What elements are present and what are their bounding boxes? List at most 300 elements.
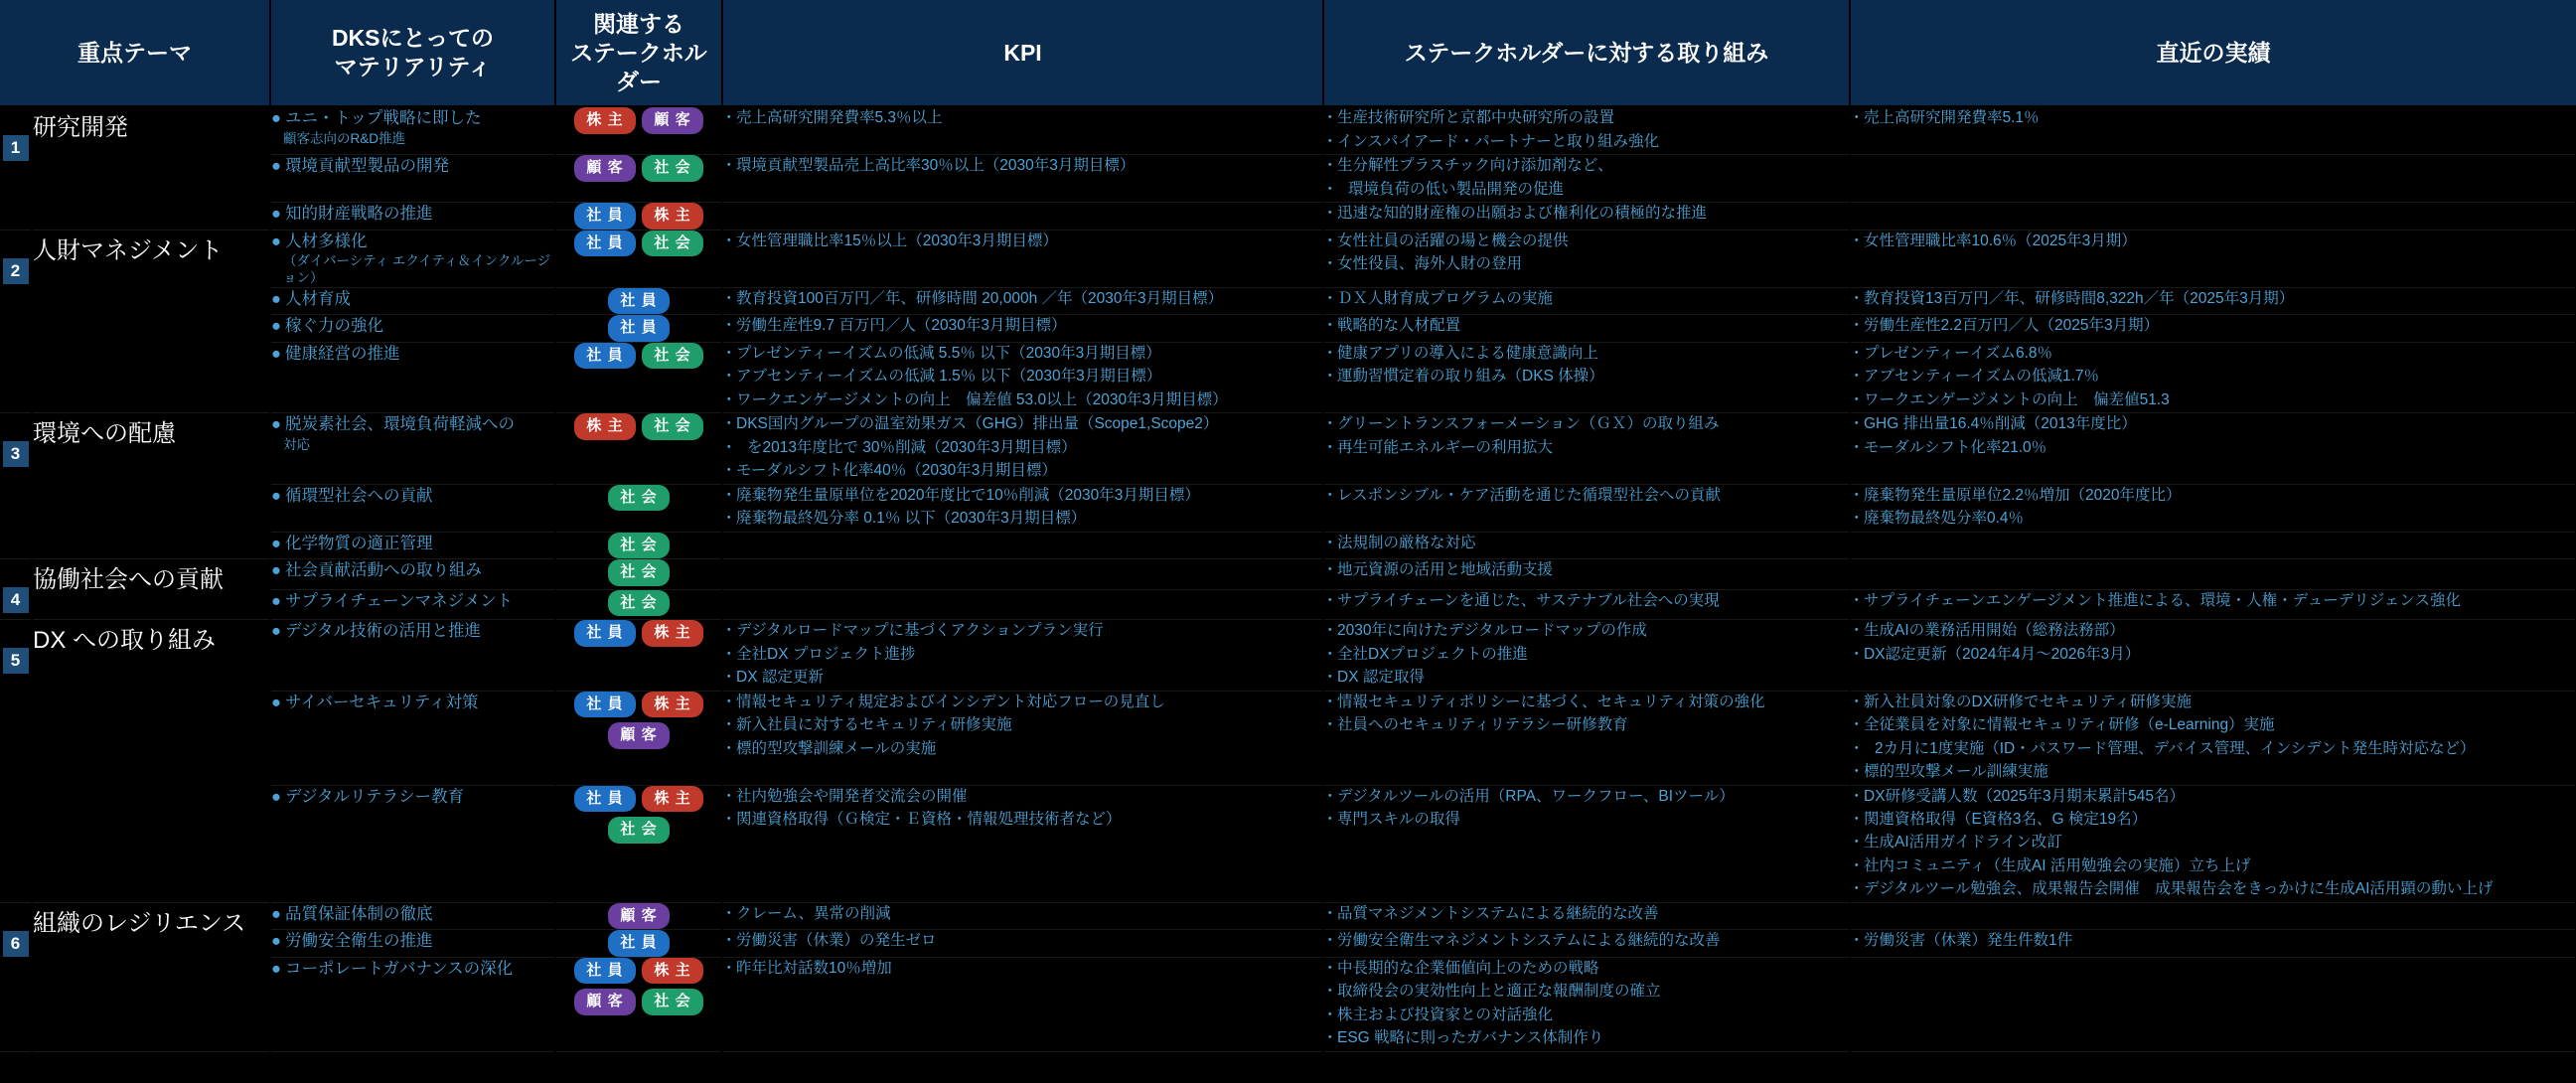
materiality-sub: 対応 (283, 436, 310, 452)
results-cell (1850, 484, 2576, 532)
table-row (0, 902, 2576, 930)
header-stakeholder (555, 0, 722, 106)
header-results: 直近の実績 (1850, 0, 2576, 106)
stakeholder-chip-society: 社 会 (642, 989, 703, 1015)
kpi-item: ・ 環境貢献型製品売上高比率30％以上（2030年3月期目標） (723, 155, 1322, 177)
kpi-cell (722, 413, 1323, 484)
kpi-cell (722, 559, 1323, 590)
results-cell (1850, 559, 2576, 590)
stakeholder-chips (556, 533, 721, 559)
effort-item: ・ サプライチェーンを通じた、サステナブル社会への実現 (1324, 590, 1849, 612)
stakeholder-cell (555, 287, 722, 315)
materiality-cell (270, 230, 555, 287)
efforts-cell (1323, 315, 1850, 343)
stakeholder-cell (555, 106, 722, 154)
kpi-list (723, 620, 1322, 689)
kpi-item: ・ モーダルシフト化率40％（2030年3月期目標） (723, 460, 1322, 482)
result-list (1851, 107, 2575, 129)
result-item: ・ 教育投資13百万円／年、研修時間8,322h／年（2025年3月期） (1851, 288, 2575, 310)
stakeholder-chip-employee: 社 員 (574, 692, 636, 718)
stakeholder-chip-society: 社 会 (608, 485, 670, 512)
effort-item: ・ デジタルツールの活用（RPA、ワークフロー、BIツール） (1324, 786, 1849, 808)
kpi-cell (722, 589, 1323, 620)
result-item: ・ プレゼンティーイズム6.8％ (1851, 343, 2575, 365)
result-item: ・ 労働生産性2.2百万円／人（2025年3月期） (1851, 315, 2575, 337)
kpi-cell (722, 287, 1323, 315)
efforts-cell (1323, 691, 1850, 785)
kpi-list (723, 231, 1322, 252)
effort-item: ・ レスポンシブル・ケア活動を通じた循環型社会への貢献 (1324, 485, 1849, 507)
bullet-icon: ● (271, 486, 281, 505)
kpi-list (723, 155, 1322, 177)
materiality-label: 品質保証体制の徹底 (284, 904, 433, 923)
theme-name: DX への取り組み (33, 627, 217, 655)
effort-item: ・ 情報セキュリティポリシーに基づく、セキュリティ対策の強化 (1324, 692, 1849, 713)
effort-list (1324, 315, 1849, 337)
materiality-label: ユニ・トップ戦略に即した (284, 109, 482, 128)
results-cell (1850, 315, 2576, 343)
kpi-list (723, 413, 1322, 482)
bullet-icon: ● (271, 622, 281, 641)
stakeholder-chips (556, 903, 721, 930)
result-list (1851, 786, 2575, 901)
stakeholder-cell (555, 203, 722, 231)
result-item: ・ サプライチェーンエンゲージメント推進による、環境・人権・デューデリジェンス強化 (1851, 590, 2575, 612)
table-row (0, 484, 2576, 532)
kpi-item: ・ 廃棄物最終処分率 0.1％ 以下（2030年3月期目標） (723, 508, 1322, 530)
materiality-cell (270, 620, 555, 691)
materiality-label: 知的財産戦略の推進 (284, 205, 433, 224)
materiality-cell (270, 106, 555, 154)
theme-name-cell (32, 413, 270, 559)
effort-item: ・ 生分解性プラスチック向け添加剤など、 (1324, 155, 1849, 177)
kpi-cell (722, 106, 1323, 154)
kpi-list (723, 930, 1322, 952)
stakeholder-chips (556, 692, 721, 749)
table-row (0, 106, 2576, 154)
kpi-cell (722, 342, 1323, 412)
kpi-item: ・ DX 認定更新 (723, 667, 1322, 689)
table-row (0, 559, 2576, 590)
effort-list (1324, 155, 1849, 201)
theme-number-badge: 4 (3, 587, 29, 613)
stakeholder-chip-society: 社 会 (608, 533, 670, 559)
efforts-cell (1323, 559, 1850, 590)
stakeholder-chip-shareholder: 株 主 (574, 107, 636, 134)
kpi-item: ・ 関連資格取得（Ｇ検定・Ｅ資格・情報処理技術者など） (723, 809, 1322, 831)
stakeholder-chip-employee: 社 員 (574, 203, 636, 230)
results-cell (1850, 902, 2576, 930)
effort-list (1324, 413, 1849, 459)
materiality-cell (270, 532, 555, 559)
effort-list (1324, 343, 1849, 388)
result-item: ・ 社内コミュニティ（生成AI 活用勉強会の実施）立ち上げ (1851, 855, 2575, 877)
results-cell (1850, 532, 2576, 559)
results-cell (1850, 785, 2576, 902)
kpi-list (723, 288, 1322, 310)
stakeholder-chip-employee: 社 員 (574, 958, 636, 985)
efforts-cell (1323, 785, 1850, 902)
materiality-label: 人材育成 (284, 289, 351, 308)
effort-list (1324, 288, 1849, 310)
theme-name-cell (32, 902, 270, 1051)
results-cell (1850, 620, 2576, 691)
stakeholder-chip-customer: 顧 客 (574, 155, 636, 182)
results-cell (1850, 287, 2576, 315)
effort-list (1324, 903, 1849, 925)
stakeholder-cell (555, 484, 722, 532)
effort-item: ・ 再生可能エネルギーの利用拡大 (1324, 437, 1849, 459)
kpi-item: ・ 労働生産性9.7 百万円／人（2030年3月期目標） (723, 315, 1322, 337)
materiality-label: 稼ぐ力の強化 (284, 317, 383, 336)
results-cell (1850, 342, 2576, 412)
table-header (0, 0, 2576, 106)
efforts-cell (1323, 342, 1850, 412)
materiality-cell (270, 342, 555, 412)
kpi-item: ・ 昨年比対話数10％増加 (723, 958, 1322, 980)
stakeholder-chips (556, 315, 721, 342)
result-list (1851, 288, 2575, 310)
stakeholder-cell (555, 620, 722, 691)
kpi-item: ・ を2013年度比で 30％削減（2030年3月期目標） (723, 437, 1322, 459)
materiality-label: サプライチェーンマネジメント (284, 591, 514, 610)
effort-item: ・ 全社DXプロジェクトの推進 (1324, 644, 1849, 666)
effort-item: ・ 専門スキルの取得 (1324, 809, 1849, 831)
header-stakeholder-line1: 関連する (593, 11, 684, 37)
bullet-icon: ● (271, 787, 281, 806)
efforts-cell (1323, 203, 1850, 231)
theme-number-cell (0, 559, 32, 620)
materiality-label: 循環型社会への貢献 (284, 486, 433, 505)
effort-item: ・ 健康アプリの導入による健康意識向上 (1324, 343, 1849, 365)
effort-item: ・ 女性社員の活躍の場と機会の提供 (1324, 231, 1849, 252)
materiality-cell (270, 691, 555, 785)
bullet-icon: ● (271, 959, 281, 978)
effort-item: ・ 中長期的な企業価値向上のための戦略 (1324, 958, 1849, 980)
table-row (0, 532, 2576, 559)
result-item: ・ GHG 排出量16.4％削減（2013年度比） (1851, 413, 2575, 435)
efforts-cell (1323, 930, 1850, 958)
result-list (1851, 930, 2575, 952)
materiality-label: デジタル技術の活用と推進 (284, 622, 481, 641)
effort-list (1324, 107, 1849, 153)
kpi-item: ・ プレゼンティーイズムの低減 5.5％ 以下（2030年3月期目標） (723, 343, 1322, 365)
kpi-cell (722, 957, 1323, 1051)
kpi-item: ・ 標的型攻撃訓練メールの実施 (723, 738, 1322, 760)
kpi-list (723, 903, 1322, 925)
kpi-cell (722, 315, 1323, 343)
materiality-cell (270, 589, 555, 620)
stakeholder-chip-employee: 社 員 (608, 930, 670, 957)
results-cell (1850, 413, 2576, 484)
stakeholder-chip-shareholder: 株 主 (642, 203, 703, 230)
bullet-icon: ● (271, 289, 281, 308)
effort-item: ・ 品質マネジメントシステムによる継続的な改善 (1324, 903, 1849, 925)
table-row (0, 930, 2576, 958)
effort-item: ・ 生産技術研究所と京都中央研究所の設置 (1324, 107, 1849, 129)
bullet-icon: ● (271, 904, 281, 923)
bullet-icon: ● (271, 415, 281, 434)
kpi-cell (722, 230, 1323, 287)
stakeholder-chip-society: 社 会 (642, 155, 703, 182)
effort-list (1324, 958, 1849, 1050)
kpi-item: ・ 社内勉強会や開発者交流会の開催 (723, 786, 1322, 808)
efforts-cell (1323, 957, 1850, 1051)
materiality-cell (270, 287, 555, 315)
kpi-cell (722, 484, 1323, 532)
bullet-icon: ● (271, 591, 281, 610)
materiality-label: デジタルリテラシー教育 (284, 787, 465, 806)
stakeholder-chip-society: 社 会 (642, 231, 703, 257)
theme-name: 研究開発 (33, 114, 128, 142)
kpi-list (723, 485, 1322, 531)
stakeholder-chip-employee: 社 員 (574, 231, 636, 257)
result-item: ・ 労働災害（休業）発生件数1件 (1851, 930, 2575, 952)
result-list (1851, 692, 2575, 784)
bullet-icon: ● (271, 561, 281, 580)
effort-list (1324, 692, 1849, 737)
materiality-label: 化学物質の適正管理 (284, 534, 433, 552)
theme-name: 協働社会への貢献 (33, 566, 224, 594)
stakeholder-chip-shareholder: 株 主 (642, 692, 703, 718)
stakeholder-chip-employee: 社 員 (574, 620, 636, 647)
stakeholder-chips (556, 559, 721, 586)
stakeholder-chips (556, 590, 721, 617)
stakeholder-chip-society: 社 会 (608, 590, 670, 617)
stakeholder-chip-shareholder: 株 主 (642, 620, 703, 647)
materiality-cell (270, 930, 555, 958)
theme-name-cell (32, 230, 270, 413)
materiality-label: 社会貢献活動への取り組み (284, 561, 482, 580)
table-row (0, 155, 2576, 203)
result-item: ・ DX研修受講人数（2025年3月期末累計545名） (1851, 786, 2575, 808)
kpi-cell (722, 203, 1323, 231)
stakeholder-chip-employee: 社 員 (574, 343, 636, 370)
materiality-label: コーポレートガバナンスの深化 (284, 959, 514, 978)
effort-item: ・ 運動習慣定着の取り組み（DKS 体操） (1324, 366, 1849, 387)
result-item: ・ 女性管理職比率10.6％（2025年3月期） (1851, 231, 2575, 252)
result-item: ・ 新入社員対象のDX研修でセキュリティ研修実施 (1851, 692, 2575, 713)
efforts-cell (1323, 532, 1850, 559)
materiality-label: 労働安全衛生の推進 (284, 932, 433, 951)
theme-number-cell (0, 902, 32, 1051)
stakeholder-chips (556, 620, 721, 647)
results-cell (1850, 691, 2576, 785)
stakeholder-chips (556, 485, 721, 512)
materiality-cell (270, 315, 555, 343)
result-list (1851, 590, 2575, 612)
materiality-label: サイバーセキュリティ対策 (284, 693, 479, 711)
result-item: ・ 生成AIの業務活用開始（総務法務部） (1851, 620, 2575, 642)
effort-list (1324, 203, 1849, 225)
stakeholder-chip-shareholder: 株 主 (642, 786, 703, 813)
theme-number-badge: 1 (3, 135, 29, 161)
effort-item: ・ ESG 戦略に則ったガバナンス体制作り (1324, 1027, 1849, 1049)
kpi-cell (722, 902, 1323, 930)
kpi-cell (722, 691, 1323, 785)
stakeholder-cell (555, 902, 722, 930)
stakeholder-chip-shareholder: 株 主 (574, 413, 636, 440)
table-row (0, 957, 2576, 1051)
materiality-cell (270, 957, 555, 1051)
result-list (1851, 620, 2575, 666)
materiality-cell (270, 413, 555, 484)
table-row (0, 620, 2576, 691)
result-item: ・ 生成AI活用ガイドライン改訂 (1851, 832, 2575, 853)
stakeholder-cell (555, 930, 722, 958)
header-materiality-line1: DKSにとっての (331, 25, 495, 52)
effort-item: ・ グリーントランスフォーメーション（ＧＸ）の取り組み (1324, 413, 1849, 435)
result-item: ・ 売上高研究開発費率5.1％ (1851, 107, 2575, 129)
bullet-icon: ● (271, 232, 281, 250)
materiality-cell (270, 559, 555, 590)
kpi-item: ・ 労働災害（休業）の発生ゼロ (723, 930, 1322, 952)
effort-item: ・ 環境負荷の低い製品開発の促進 (1324, 179, 1849, 201)
efforts-cell (1323, 902, 1850, 930)
result-item: ・ 廃棄物発生量原単位2.2％増加（2020年度比） (1851, 485, 2575, 507)
bullet-icon: ● (271, 932, 281, 951)
header-stakeholder-line2: ステークホルダー (570, 39, 707, 94)
stakeholder-chip-society: 社 会 (608, 559, 670, 586)
effort-item: ・ 女性役員、海外人財の登用 (1324, 253, 1849, 275)
effort-item: ・ 2030年に向けたデジタルロードマップの作成 (1324, 620, 1849, 642)
table-row (0, 287, 2576, 315)
results-cell (1850, 106, 2576, 154)
stakeholder-cell (555, 413, 722, 484)
results-cell (1850, 155, 2576, 203)
header-kpi: KPI (722, 0, 1323, 106)
effort-item: ・ 迅速な知的財産権の出願および権利化の積極的な推進 (1324, 203, 1849, 225)
result-item: ・ アブセンティーイズムの低減1.7％ (1851, 366, 2575, 387)
stakeholder-cell (555, 691, 722, 785)
effort-list (1324, 559, 1849, 581)
stakeholder-chips (556, 107, 721, 134)
effort-item: ・ 取締役会の実効性向上と適正な報酬制度の確立 (1324, 981, 1849, 1003)
theme-number-cell (0, 106, 32, 230)
result-item: ・ 関連資格取得（E資格3名、G 検定19名） (1851, 809, 2575, 831)
stakeholder-chips (556, 930, 721, 957)
stakeholder-cell (555, 559, 722, 590)
stakeholder-cell (555, 155, 722, 203)
result-item: ・ 廃棄物最終処分率0.4％ (1851, 508, 2575, 530)
efforts-cell (1323, 589, 1850, 620)
kpi-item: ・ 情報セキュリティ規定およびインシデント対応フローの見直し (723, 692, 1322, 713)
effort-item: ・ ＤＸ人財育成プログラムの実施 (1324, 288, 1849, 310)
theme-name: 組織のレジリエンス (33, 909, 246, 937)
materiality-sub: （ダイバーシティ エクイティ＆インクルージョン） (283, 252, 551, 286)
effort-list (1324, 231, 1849, 276)
theme-name-cell (32, 106, 270, 230)
stakeholder-chips (556, 203, 721, 230)
efforts-cell (1323, 287, 1850, 315)
table-row (0, 315, 2576, 343)
stakeholder-cell (555, 785, 722, 902)
table-row (0, 230, 2576, 287)
result-item: ・ デジタルツール勉強会、成果報告会開催 成果報告会をきっかけに生成AI活用顕の動い上げ (1851, 878, 2575, 900)
stakeholder-cell (555, 230, 722, 287)
stakeholder-chip-employee: 社 員 (574, 786, 636, 813)
result-list (1851, 413, 2575, 459)
results-cell (1850, 203, 2576, 231)
theme-number-cell (0, 230, 32, 413)
kpi-cell (722, 620, 1323, 691)
stakeholder-cell (555, 957, 722, 1051)
kpi-item: ・ 新入社員に対するセキュリティ研修実施 (723, 714, 1322, 736)
result-list (1851, 343, 2575, 411)
header-materiality (270, 0, 555, 106)
bullet-icon: ● (271, 109, 281, 128)
effort-list (1324, 590, 1849, 612)
results-cell (1850, 589, 2576, 620)
effort-list (1324, 620, 1849, 689)
effort-item: ・ 株主および投資家との対話強化 (1324, 1005, 1849, 1026)
materiality-label: 環境貢献型製品の開発 (284, 157, 449, 176)
result-item: ・ DX認定更新（2024年4月～2026年3月） (1851, 644, 2575, 666)
kpi-cell (722, 532, 1323, 559)
stakeholder-cell (555, 342, 722, 412)
kpi-item: ・ デジタルロードマップに基づくアクションプラン実行 (723, 620, 1322, 642)
table-body (0, 106, 2576, 1051)
materiality-cell (270, 902, 555, 930)
results-cell (1850, 230, 2576, 287)
result-item: ・ 全従業員を対象に情報セキュリティ研修（e-Learning）実施 (1851, 714, 2575, 736)
kpi-item: ・ 全社DX プロジェクト進捗 (723, 644, 1322, 666)
stakeholder-chip-employee: 社 員 (608, 315, 670, 342)
table-row (0, 785, 2576, 902)
kpi-list (723, 107, 1322, 129)
stakeholder-chip-customer: 顧 客 (574, 989, 636, 1015)
effort-list (1324, 930, 1849, 952)
kpi-list (723, 343, 1322, 411)
effort-item: ・ 労働安全衛生マネジメントシステムによる継続的な改善 (1324, 930, 1849, 952)
header-theme: 重点テーマ (0, 0, 270, 106)
result-item: ・ モーダルシフト化率21.0％ (1851, 437, 2575, 459)
effort-list (1324, 533, 1849, 554)
kpi-item: ・ ワークエンゲージメントの向上 偏差値 53.0以上（2030年3月期目標） (723, 389, 1322, 411)
theme-number-badge: 2 (3, 258, 29, 284)
results-cell (1850, 930, 2576, 958)
bullet-icon: ● (271, 157, 281, 176)
effort-item: ・ 地元資源の活用と地域活動支援 (1324, 559, 1849, 581)
header-efforts: ステークホルダーに対する取り組み (1323, 0, 1850, 106)
materiality-cell (270, 203, 555, 231)
materiality-label: 健康経営の推進 (284, 344, 400, 363)
stakeholder-chip-employee: 社 員 (608, 288, 670, 315)
stakeholder-chip-customer: 顧 客 (608, 903, 670, 930)
stakeholder-chip-customer: 顧 客 (642, 107, 703, 134)
stakeholder-chips (556, 231, 721, 257)
theme-number-badge: 3 (3, 441, 29, 467)
effort-item: ・ 戦略的な人材配置 (1324, 315, 1849, 337)
kpi-list (723, 958, 1322, 980)
stakeholder-cell (555, 589, 722, 620)
kpi-item: ・ 女性管理職比率15％以上（2030年3月期目標） (723, 231, 1322, 252)
theme-number-badge: 6 (3, 931, 29, 957)
kpi-item: ・ 売上高研究開発費率5.3％以上 (723, 107, 1322, 129)
bullet-icon: ● (271, 205, 281, 224)
bullet-icon: ● (271, 534, 281, 552)
materiality-label: 人材多様化 (284, 232, 368, 250)
theme-name-cell (32, 559, 270, 620)
kpi-item: ・ アブセンティーイズムの低減 1.5％ 以下（2030年3月期目標） (723, 366, 1322, 387)
kpi-list (723, 786, 1322, 832)
materiality-sub: 顧客志向のR&D推進 (283, 130, 406, 146)
materiality-cell (270, 785, 555, 902)
kpi-item: ・ 廃棄物発生量原単位を2020年度比で10％削減（2030年3月期目標） (723, 485, 1322, 507)
kpi-cell (722, 155, 1323, 203)
theme-name-cell (32, 620, 270, 903)
stakeholder-chips (556, 958, 721, 1015)
